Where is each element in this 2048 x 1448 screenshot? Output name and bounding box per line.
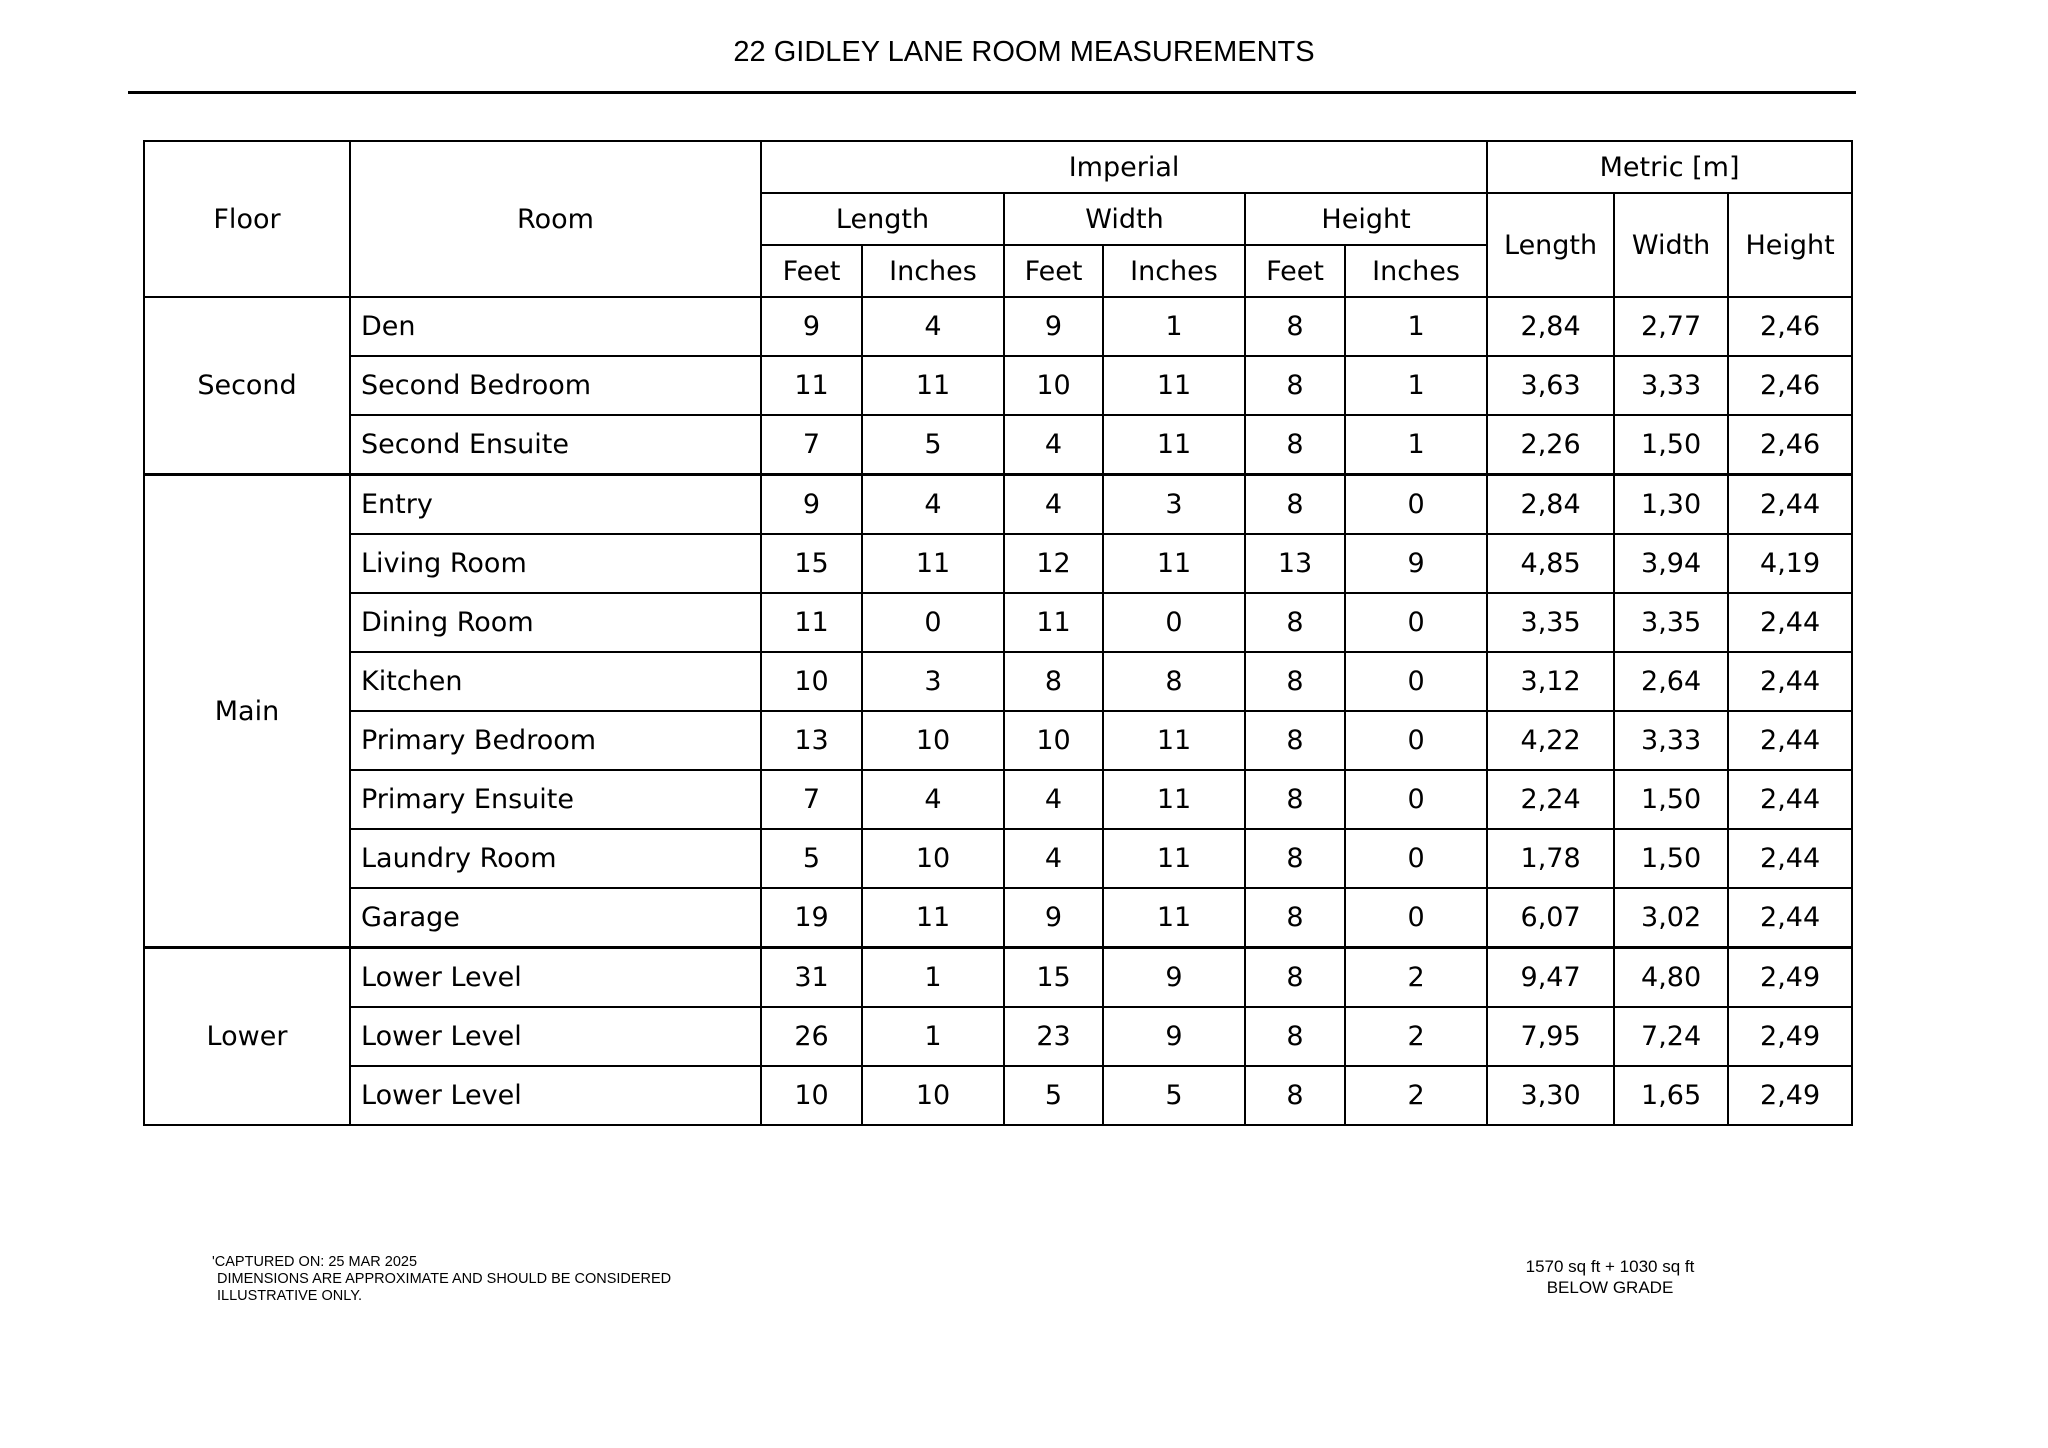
length-feet-cell: 10: [761, 652, 862, 711]
height-inches-cell: 0: [1345, 711, 1487, 770]
title-divider: [128, 91, 1856, 94]
room-name-cell: Kitchen: [350, 652, 761, 711]
length-inches-cell: 10: [862, 829, 1004, 888]
length-inches-cell: 1: [862, 948, 1004, 1008]
header-metric-width: Width: [1614, 193, 1728, 297]
height-inches-cell: 2: [1345, 948, 1487, 1008]
length-inches-cell: 5: [862, 415, 1004, 475]
table-row: [144, 652, 1852, 711]
height-feet-cell: 8: [1245, 1066, 1345, 1125]
length-feet-cell: 10: [761, 1066, 862, 1125]
table-body: [144, 297, 1852, 1125]
room-name-cell: Lower Level: [350, 1007, 761, 1066]
metric-length-cell: 9,47: [1487, 948, 1614, 1008]
width-inches-cell: 11: [1103, 829, 1245, 888]
room-name-cell: Lower Level: [350, 1066, 761, 1125]
metric-height-cell: 4,19: [1728, 534, 1852, 593]
room-name-cell: Den: [350, 297, 761, 356]
metric-length-cell: 2,84: [1487, 475, 1614, 535]
metric-length-cell: 1,78: [1487, 829, 1614, 888]
metric-width-cell: 3,35: [1614, 593, 1728, 652]
metric-height-cell: 2,44: [1728, 593, 1852, 652]
header-floor: Floor: [144, 141, 350, 297]
room-name-cell: Primary Bedroom: [350, 711, 761, 770]
room-name-cell: Garage: [350, 888, 761, 948]
length-inches-cell: 4: [862, 475, 1004, 535]
floor-cell: Main: [144, 475, 350, 948]
length-feet-cell: 31: [761, 948, 862, 1008]
length-inches-cell: 1: [862, 1007, 1004, 1066]
room-name-cell: Living Room: [350, 534, 761, 593]
header-height-feet: Feet: [1245, 245, 1345, 297]
height-inches-cell: 0: [1345, 829, 1487, 888]
area-total: 1570 sq ft + 1030 sq ft: [1525, 1257, 1695, 1276]
metric-height-cell: 2,44: [1728, 475, 1852, 535]
length-feet-cell: 7: [761, 415, 862, 475]
metric-height-cell: 2,46: [1728, 356, 1852, 415]
height-feet-cell: 8: [1245, 356, 1345, 415]
width-feet-cell: 10: [1004, 711, 1103, 770]
room-name-cell: Second Ensuite: [350, 415, 761, 475]
length-inches-cell: 11: [862, 356, 1004, 415]
length-feet-cell: 13: [761, 711, 862, 770]
room-name-cell: Second Bedroom: [350, 356, 761, 415]
length-inches-cell: 4: [862, 770, 1004, 829]
width-feet-cell: 4: [1004, 415, 1103, 475]
capture-disclaimer: [212, 1254, 671, 1305]
height-feet-cell: 8: [1245, 948, 1345, 1008]
height-feet-cell: 13: [1245, 534, 1345, 593]
width-inches-cell: 11: [1103, 415, 1245, 475]
metric-length-cell: 7,95: [1487, 1007, 1614, 1066]
header-imperial-height: Height: [1245, 193, 1487, 245]
header-metric-length: Length: [1487, 193, 1614, 297]
metric-height-cell: 2,44: [1728, 711, 1852, 770]
width-inches-cell: 0: [1103, 593, 1245, 652]
area-summary: [1480, 1256, 1740, 1298]
metric-width-cell: 2,64: [1614, 652, 1728, 711]
height-feet-cell: 8: [1245, 475, 1345, 535]
height-inches-cell: 9: [1345, 534, 1487, 593]
table-row: [144, 1066, 1852, 1125]
length-feet-cell: 11: [761, 356, 862, 415]
width-inches-cell: 5: [1103, 1066, 1245, 1125]
height-inches-cell: 0: [1345, 888, 1487, 948]
metric-length-cell: 4,22: [1487, 711, 1614, 770]
width-inches-cell: 11: [1103, 888, 1245, 948]
disclaimer-line-1: DIMENSIONS ARE APPROXIMATE AND SHOULD BE CONSIDERED: [217, 1271, 672, 1287]
length-inches-cell: 11: [862, 534, 1004, 593]
header-length-inches: Inches: [862, 245, 1004, 297]
width-feet-cell: 5: [1004, 1066, 1103, 1125]
disclaimer-line-2: ILLUSTRATIVE ONLY.: [217, 1288, 363, 1304]
metric-height-cell: 2,44: [1728, 888, 1852, 948]
table-row: [144, 711, 1852, 770]
metric-length-cell: 2,26: [1487, 415, 1614, 475]
metric-width-cell: 3,02: [1614, 888, 1728, 948]
table-row: [144, 415, 1852, 475]
height-feet-cell: 8: [1245, 652, 1345, 711]
length-inches-cell: 4: [862, 297, 1004, 356]
floor-cell: Second: [144, 297, 350, 475]
length-feet-cell: 7: [761, 770, 862, 829]
length-feet-cell: 26: [761, 1007, 862, 1066]
metric-width-cell: 1,65: [1614, 1066, 1728, 1125]
metric-length-cell: 3,30: [1487, 1066, 1614, 1125]
height-feet-cell: 8: [1245, 888, 1345, 948]
room-name-cell: Laundry Room: [350, 829, 761, 888]
metric-height-cell: 2,49: [1728, 1007, 1852, 1066]
metric-length-cell: 2,84: [1487, 297, 1614, 356]
header-imperial-length: Length: [761, 193, 1004, 245]
header-height-inches: Inches: [1345, 245, 1487, 297]
height-inches-cell: 0: [1345, 475, 1487, 535]
height-feet-cell: 8: [1245, 1007, 1345, 1066]
table-row: [144, 948, 1852, 1008]
width-feet-cell: 4: [1004, 829, 1103, 888]
length-feet-cell: 9: [761, 475, 862, 535]
metric-width-cell: 1,30: [1614, 475, 1728, 535]
width-inches-cell: 11: [1103, 711, 1245, 770]
area-below-grade-label: BELOW GRADE: [1546, 1278, 1674, 1297]
metric-height-cell: 2,44: [1728, 770, 1852, 829]
length-inches-cell: 0: [862, 593, 1004, 652]
width-inches-cell: 8: [1103, 652, 1245, 711]
width-inches-cell: 1: [1103, 297, 1245, 356]
width-inches-cell: 11: [1103, 770, 1245, 829]
width-feet-cell: 23: [1004, 1007, 1103, 1066]
height-inches-cell: 1: [1345, 356, 1487, 415]
metric-width-cell: 1,50: [1614, 415, 1728, 475]
length-feet-cell: 9: [761, 297, 862, 356]
height-inches-cell: 0: [1345, 770, 1487, 829]
room-name-cell: Primary Ensuite: [350, 770, 761, 829]
height-feet-cell: 8: [1245, 593, 1345, 652]
metric-width-cell: 3,33: [1614, 356, 1728, 415]
width-feet-cell: 12: [1004, 534, 1103, 593]
metric-length-cell: 2,24: [1487, 770, 1614, 829]
length-inches-cell: 10: [862, 1066, 1004, 1125]
header-metric-height: Height: [1728, 193, 1852, 297]
width-feet-cell: 15: [1004, 948, 1103, 1008]
metric-length-cell: 6,07: [1487, 888, 1614, 948]
metric-width-cell: 1,50: [1614, 770, 1728, 829]
height-inches-cell: 2: [1345, 1007, 1487, 1066]
length-inches-cell: 11: [862, 888, 1004, 948]
metric-width-cell: 2,77: [1614, 297, 1728, 356]
width-inches-cell: 3: [1103, 475, 1245, 535]
metric-width-cell: 3,33: [1614, 711, 1728, 770]
table-row: [144, 297, 1852, 356]
room-name-cell: Dining Room: [350, 593, 761, 652]
height-feet-cell: 8: [1245, 829, 1345, 888]
length-feet-cell: 15: [761, 534, 862, 593]
height-feet-cell: 8: [1245, 415, 1345, 475]
room-name-cell: Entry: [350, 475, 761, 535]
table-row: [144, 534, 1852, 593]
height-feet-cell: 8: [1245, 297, 1345, 356]
metric-width-cell: 4,80: [1614, 948, 1728, 1008]
metric-height-cell: 2,46: [1728, 415, 1852, 475]
width-inches-cell: 9: [1103, 948, 1245, 1008]
height-inches-cell: 0: [1345, 593, 1487, 652]
length-feet-cell: 11: [761, 593, 862, 652]
header-room: Room: [350, 141, 761, 297]
table-row: [144, 475, 1852, 535]
capture-date: 'CAPTURED ON: 25 MAR 2025: [212, 1254, 418, 1270]
table-row: [144, 770, 1852, 829]
width-feet-cell: 8: [1004, 652, 1103, 711]
table-row: [144, 593, 1852, 652]
header-metric: Metric [m]: [1487, 141, 1852, 193]
width-inches-cell: 11: [1103, 534, 1245, 593]
height-inches-cell: 2: [1345, 1066, 1487, 1125]
width-inches-cell: 11: [1103, 356, 1245, 415]
metric-length-cell: 3,35: [1487, 593, 1614, 652]
table-row: [144, 1007, 1852, 1066]
width-feet-cell: 10: [1004, 356, 1103, 415]
length-inches-cell: 3: [862, 652, 1004, 711]
header-width-feet: Feet: [1004, 245, 1103, 297]
metric-height-cell: 2,44: [1728, 829, 1852, 888]
length-inches-cell: 10: [862, 711, 1004, 770]
floor-cell: Lower: [144, 948, 350, 1126]
length-feet-cell: 5: [761, 829, 862, 888]
header-imperial: Imperial: [761, 141, 1487, 193]
metric-height-cell: 2,49: [1728, 948, 1852, 1008]
width-inches-cell: 9: [1103, 1007, 1245, 1066]
metric-width-cell: 1,50: [1614, 829, 1728, 888]
metric-height-cell: 2,46: [1728, 297, 1852, 356]
header-length-feet: Feet: [761, 245, 862, 297]
metric-width-cell: 7,24: [1614, 1007, 1728, 1066]
metric-length-cell: 3,63: [1487, 356, 1614, 415]
metric-width-cell: 3,94: [1614, 534, 1728, 593]
room-name-cell: Lower Level: [350, 948, 761, 1008]
table-row: [144, 356, 1852, 415]
table-row: [144, 829, 1852, 888]
height-feet-cell: 8: [1245, 770, 1345, 829]
metric-height-cell: 2,49: [1728, 1066, 1852, 1125]
height-inches-cell: 1: [1345, 415, 1487, 475]
length-feet-cell: 19: [761, 888, 862, 948]
width-feet-cell: 4: [1004, 475, 1103, 535]
metric-height-cell: 2,44: [1728, 652, 1852, 711]
height-feet-cell: 8: [1245, 711, 1345, 770]
width-feet-cell: 9: [1004, 297, 1103, 356]
metric-length-cell: 4,85: [1487, 534, 1614, 593]
height-inches-cell: 1: [1345, 297, 1487, 356]
header-width-inches: Inches: [1103, 245, 1245, 297]
page-title: 22 GIDLEY LANE ROOM MEASUREMENTS: [733, 36, 1315, 68]
width-feet-cell: 11: [1004, 593, 1103, 652]
header-imperial-width: Width: [1004, 193, 1245, 245]
metric-length-cell: 3,12: [1487, 652, 1614, 711]
room-measurements-table: [143, 140, 1853, 1126]
table-row: [144, 888, 1852, 948]
height-inches-cell: 0: [1345, 652, 1487, 711]
width-feet-cell: 4: [1004, 770, 1103, 829]
width-feet-cell: 9: [1004, 888, 1103, 948]
